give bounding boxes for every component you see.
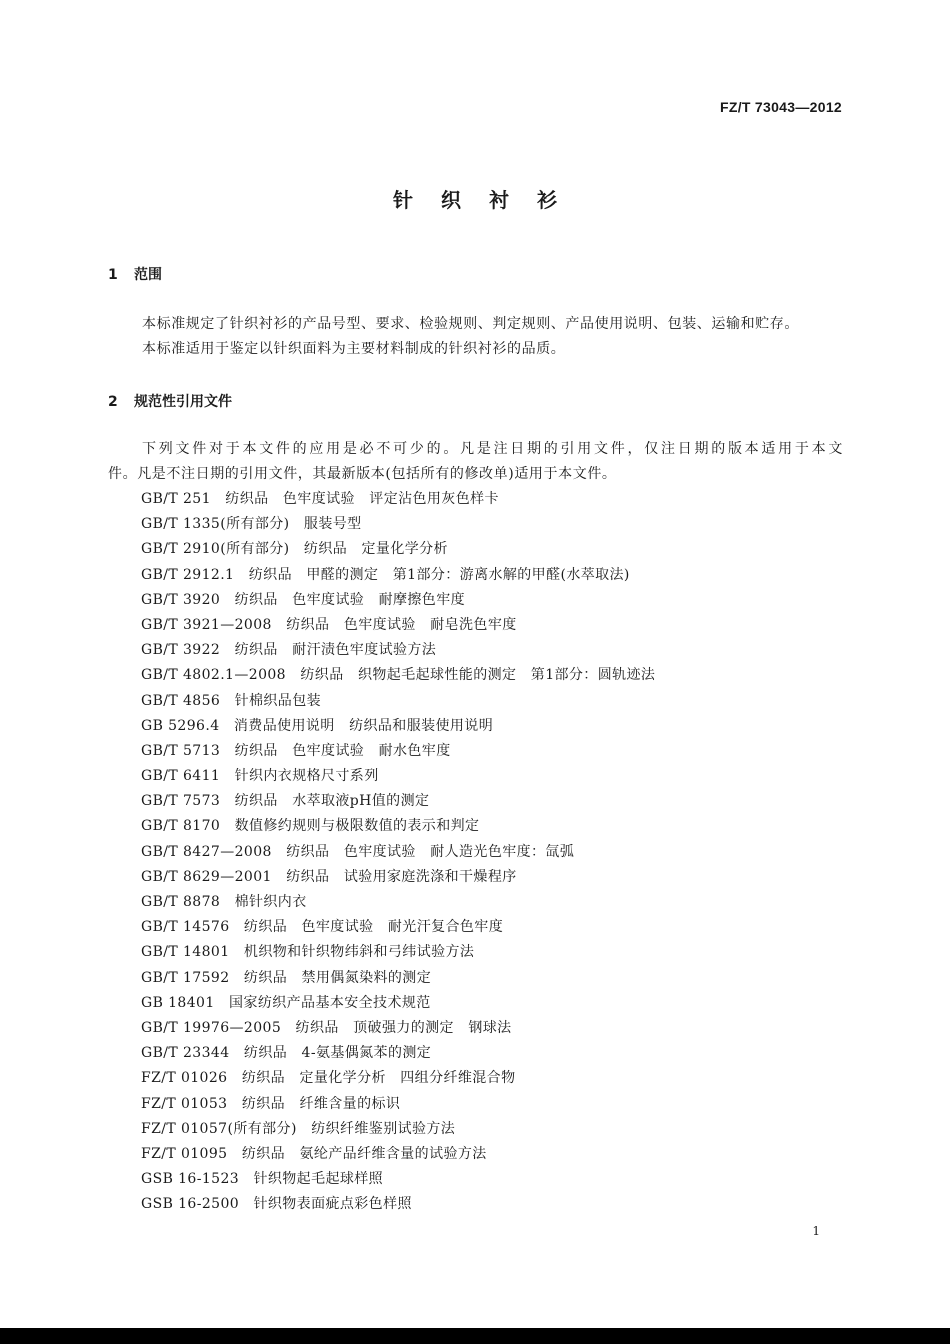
references-intro [108, 437, 843, 487]
reference-item: GB/T 3921—2008 纺织品 色牢度试验 耐皂洗色牢度 [141, 616, 517, 633]
section-1-number: 1 [108, 267, 118, 283]
reference-item: GB/T 8629—2001 纺织品 试验用家庭洗涤和干燥程序 [141, 868, 517, 885]
document-title: 针织衬衫 [393, 188, 585, 212]
reference-item: GB/T 19976—2005 纺织品 顶破强力的测定 钢球法 [141, 1019, 512, 1036]
reference-item: GB/T 4802.1—2008 纺织品 织物起毛起球性能的测定 第1部分：圆轨迹法 [141, 667, 656, 684]
reference-item: GB/T 14801 机织物和针织物纬斜和弓纬试验方法 [141, 944, 475, 961]
reference-item: GB/T 2912.1 纺织品 甲醛的测定 第1部分：游离水解的甲醛(水萃取法) [141, 566, 630, 583]
reference-item: GB/T 23344 纺织品 4-氨基偶氮苯的测定 [141, 1045, 432, 1062]
reference-item: FZ/T 01095 纺织品 氨纶产品纤维含量的试验方法 [141, 1145, 487, 1162]
reference-item: GB/T 2910(所有部分) 纺织品 定量化学分析 [141, 541, 448, 558]
reference-item: GB/T 3922 纺织品 耐汗渍色牢度试验方法 [141, 642, 437, 659]
page-bottom-border [0, 1328, 950, 1344]
reference-list [141, 487, 841, 1217]
reference-item: GB/T 4856 针棉织品包装 [141, 692, 322, 709]
reference-item: GB 5296.4 消费品使用说明 纺织品和服装使用说明 [141, 717, 494, 734]
reference-item: GB/T 1335(所有部分) 服装号型 [141, 516, 362, 533]
reference-item: GB/T 251 纺织品 色牢度试验 评定沾色用灰色样卡 [141, 491, 499, 507]
section-2-title: 规范性引用文件 [134, 394, 232, 410]
section-2-heading [108, 391, 232, 411]
reference-item: FZ/T 01053 纺织品 纤维含量的标识 [141, 1095, 401, 1112]
section-1-title: 范围 [134, 267, 162, 283]
section-2-number: 2 [108, 394, 118, 410]
standard-code: FZ/T 73043—2012 [719, 99, 842, 115]
reference-item: FZ/T 01057(所有部分) 纺织纤维鉴别试验方法 [141, 1120, 456, 1137]
reference-item: GB/T 14576 纺织品 色牢度试验 耐光汗复合色牢度 [141, 919, 504, 936]
reference-item: GB/T 5713 纺织品 色牢度试验 耐水色牢度 [141, 742, 451, 759]
section-1-heading [108, 264, 162, 284]
scope-paragraphs [108, 312, 843, 362]
references-intro-line-2: 件。凡是不注日期的引用文件，其最新版本(包括所有的修改单)适用于本文件。 [108, 466, 617, 482]
reference-item: GB/T 17592 纺织品 禁用偶氮染料的测定 [141, 969, 432, 986]
reference-item: GB/T 3920 纺织品 色牢度试验 耐摩擦色牢度 [141, 591, 466, 608]
reference-item: FZ/T 01026 纺织品 定量化学分析 四组分纤维混合物 [141, 1070, 516, 1087]
reference-item: GB/T 8427—2008 纺织品 色牢度试验 耐人造光色牢度：氙弧 [141, 843, 575, 860]
references-intro-line-1: 下列文件对于本文件的应用是必不可少的。凡是注日期的引用文件，仅注日期的版本适用于本文 [142, 441, 843, 457]
reference-item: GB/T 8170 数值修约规则与极限数值的表示和判定 [141, 818, 480, 835]
reference-item: GB/T 7573 纺织品 水萃取液pH值的测定 [141, 793, 430, 810]
page-number: 1 [812, 1224, 820, 1238]
scope-paragraph-2: 本标准适用于鉴定以针织面料为主要材料制成的针织衬衫的品质。 [142, 341, 566, 357]
reference-item: GB 18401 国家纺织产品基本安全技术规范 [141, 994, 431, 1011]
reference-item: GB/T 6411 针织内衣规格尺寸系列 [141, 768, 379, 785]
reference-item: GSB 16-1523 针织物起毛起球样照 [141, 1171, 384, 1188]
reference-item: GB/T 8878 棉针织内衣 [141, 894, 307, 910]
scope-paragraph-1: 本标准规定了针织衬衫的产品号型、要求、检验规则、判定规则、产品使用说明、包装、运输和贮存。 [142, 316, 799, 332]
reference-item: GSB 16-2500 针织物表面疵点彩色样照 [141, 1196, 412, 1213]
